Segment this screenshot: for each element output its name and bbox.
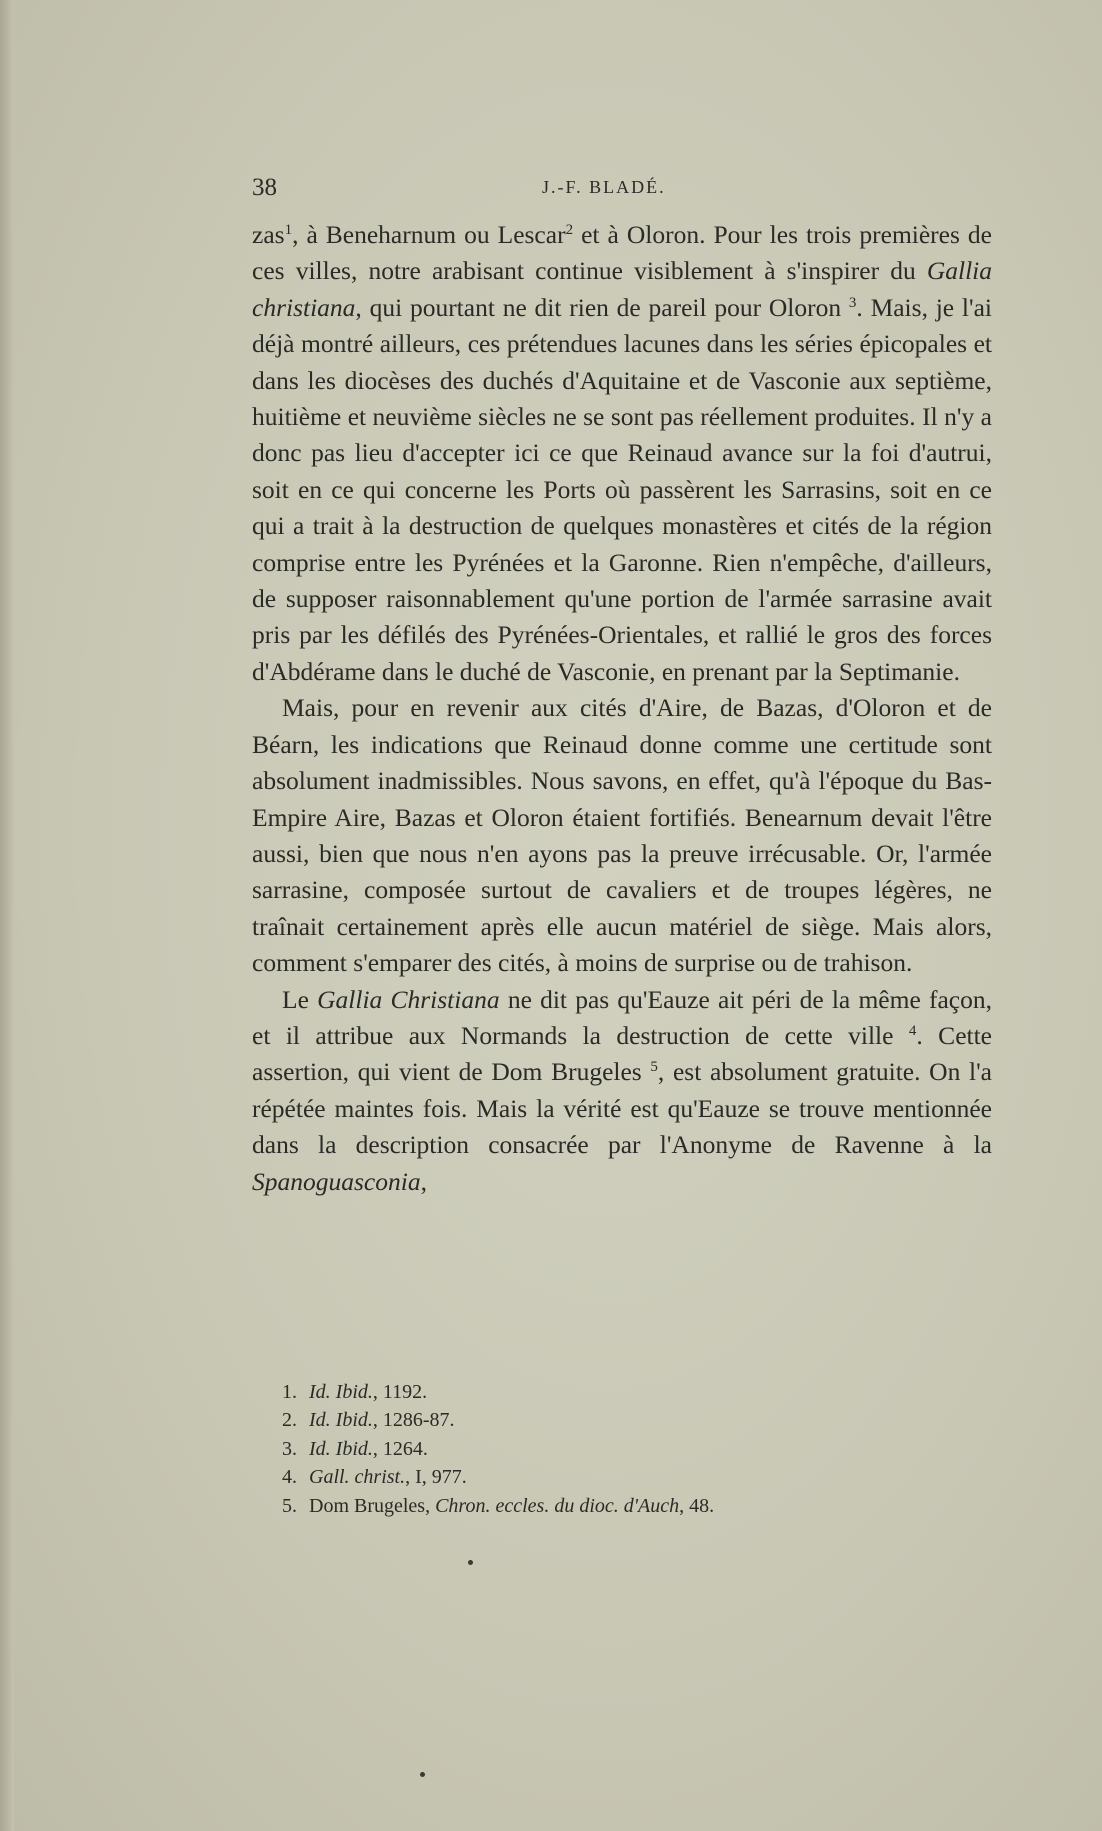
footnote-ref-1: 1	[284, 222, 293, 238]
footnote-text: , I, 977.	[405, 1466, 467, 1489]
text-run: , qui pourtant ne dit rien de pareil pour Oloron	[355, 292, 849, 322]
footnote-2	[282, 1406, 942, 1434]
paragraph-2: Mais, pour en revenir aux cités d'Aire, de Bazas, d'Oloron et de Béarn, les indications que Reinaud donne comme une certitude sont absolument inadmissibles. Nous savons, en effet, qu'à l'époque du Bas-Empire Aire, Bazas et Oloron étaient fortifiés. Benearnum devait l'être aussi, bien que nous n'en ayons pas la preuve irrécusable. Or, l'armée sarrasine, composée surtout de cavaliers et de troupes légères, ne traînait certainement après elle aucun matériel de siège. Mais alors, comment s'emparer des cités, à moins de surprise ou de trahison.	[252, 693, 992, 978]
paragraph-1	[252, 217, 992, 690]
ink-speck	[420, 1772, 425, 1777]
footnote-number: 4.	[282, 1466, 297, 1489]
text-run: . Cette assertion, qui vient de Dom Brugeles	[252, 1020, 992, 1087]
paragraph-3	[252, 982, 992, 1200]
footnote-ref-2: 2	[565, 222, 574, 238]
footnote-3	[282, 1435, 942, 1463]
running-head: J.-F. BLADÉ.	[542, 177, 666, 197]
footnote-text: , 1264.	[372, 1437, 428, 1460]
text-run: . Mais, je l'ai déjà montré ailleurs, ces prétendues lacunes dans les séries épicopales et dans les diocèses des duchés d'Aquitaine et de Vasconie aux septième, huitième et neuvième siècles ne se sont pas réellement produites. Il n'y a donc pas lieu d'accepter ici ce que Reinaud avance sur la foi d'autrui, soit en ce qui concerne les Ports où passèrent les Sarrasins, soit en ce qui a trait à la destruction de quelques monastères et cités de la région comprise entre les Pyrénées et la Garonne. Rien n'empêche, d'ailleurs, de supposer raisonnablement qu'une portion de l'armée sarrasine avait pris par les défilés des Pyrénées-Orientales, et rallié le gros des forces d'Abdérame dans le duché de Vasconie, en prenant par la Septimanie.	[252, 292, 992, 686]
footnote-number: 1.	[282, 1381, 297, 1403]
text-run: et à Oloron. Pour les trois premières de ces villes, notre arabisant continue visiblement à s'inspirer du	[252, 220, 992, 286]
footnote-italic: Chron. eccles. du dioc. d'Auch	[435, 1494, 680, 1517]
italic-title: Gallia christiana	[252, 256, 992, 322]
footnote-number: 3.	[282, 1437, 297, 1460]
footnote-italic: Id. Ibid.	[309, 1381, 373, 1403]
text-run: Le	[282, 984, 318, 1014]
footnote-italic: Gall. christ.	[309, 1466, 406, 1489]
footnote-text: , 1192.	[372, 1381, 428, 1403]
footnote-ref-5: 5	[650, 1059, 658, 1076]
text-run: , à Beneharnum ou Lescar	[292, 220, 566, 249]
footnote-5	[282, 1492, 942, 1520]
body-text	[252, 217, 992, 1200]
footnote-ref-4: 4	[908, 1022, 917, 1039]
italic-title: Spanoguasconia	[252, 1166, 421, 1196]
footnote-italic: Id. Ibid.	[309, 1409, 373, 1432]
page-edge-shadow	[0, 0, 14, 1831]
footnote-text: , 48.	[679, 1494, 715, 1517]
footnote-text: Dom Brugeles,	[309, 1494, 436, 1517]
footnote-number: 5.	[282, 1494, 297, 1517]
text-run: ne dit pas qu'Eauze ait péri de la même façon, et il attribue aux Normands la destruction de cette ville	[252, 984, 992, 1050]
footnote-italic: Id. Ibid.	[309, 1437, 373, 1460]
footnote-1	[282, 1378, 942, 1406]
footnote-number: 2.	[282, 1409, 297, 1432]
italic-title: Gallia Christiana	[317, 984, 500, 1014]
footnote-4	[282, 1463, 942, 1491]
page-number: 38	[252, 174, 277, 201]
text-run: zas	[252, 220, 285, 249]
footnote-ref-3: 3	[848, 294, 857, 311]
page-header	[252, 174, 992, 210]
footnote-text: , 1286-87.	[372, 1409, 455, 1432]
ink-speck	[468, 1560, 473, 1565]
footnotes	[282, 1378, 942, 1520]
text-run: ,	[420, 1166, 427, 1196]
text-run: , est absolument gratuite. On l'a répétée maintes fois. Mais la vérité est qu'Eauze se trouve mentionnée dans la description consacrée par l'Anonyme de Ravenne à la	[252, 1057, 993, 1160]
